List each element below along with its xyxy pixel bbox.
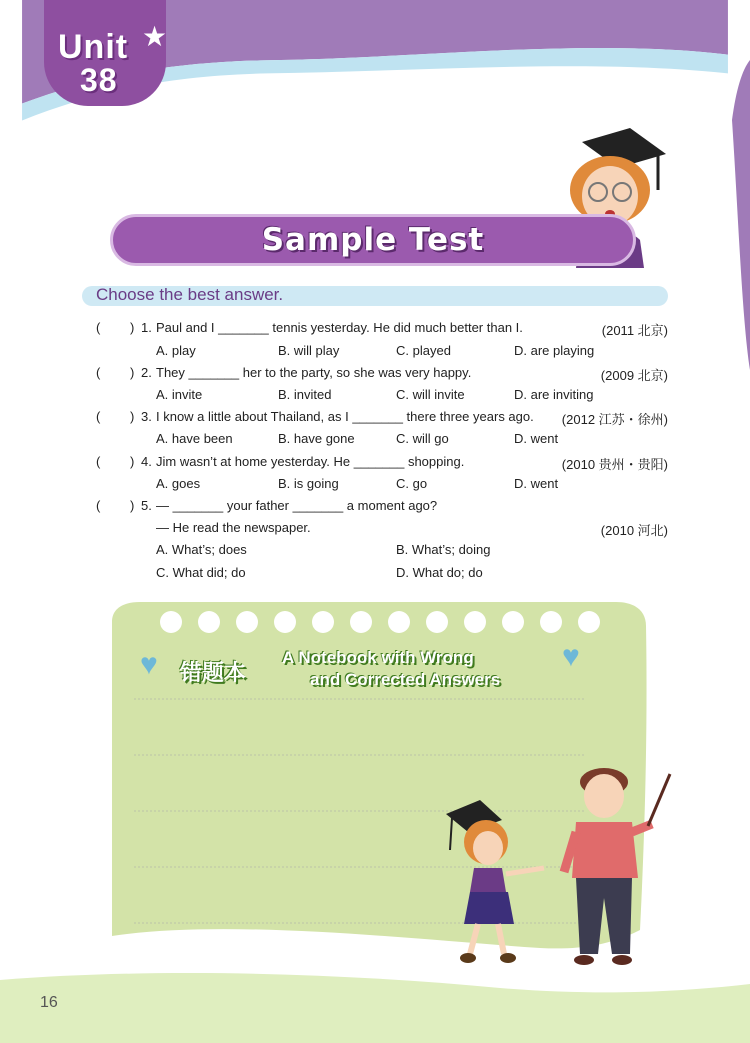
- notebook-ring: [464, 611, 486, 633]
- answer-paren-close: ): [130, 498, 135, 513]
- option-b: B. invited: [278, 387, 332, 402]
- notebook-ring: [426, 611, 448, 633]
- question-text: Paul and I _______ tennis yesterday. He did much better than I.: [156, 320, 523, 335]
- question-source: (2009 北京): [600, 368, 668, 383]
- notebook-ring: [312, 611, 334, 633]
- student-teacher-illustration: [440, 768, 680, 974]
- notebook-title-en-line1: A Notebook with Wrong: [282, 648, 474, 667]
- question-number: 2.: [141, 365, 152, 380]
- option-b: B. have gone: [278, 431, 355, 446]
- notebook-ring: [578, 611, 600, 633]
- answer-paren-open: (: [96, 498, 101, 513]
- question-number: 4.: [141, 454, 152, 469]
- option-d: D. went: [514, 431, 559, 446]
- question-text-line2: — He read the newspaper.: [156, 520, 311, 535]
- unit-number: 38: [80, 62, 118, 98]
- option-c: C. will go: [396, 431, 449, 446]
- question-text: They _______ her to the party, so she was very happy.: [156, 365, 472, 380]
- question-source: (2010 贵州・贵阳): [561, 457, 668, 472]
- notebook-ring: [502, 611, 524, 633]
- answer-paren-close: ): [130, 320, 135, 335]
- notebook-ring: [274, 611, 296, 633]
- answer-paren-open: (: [96, 365, 101, 380]
- option-c: C. What did; do: [156, 565, 246, 580]
- option-c: C. go: [396, 476, 428, 491]
- option-d: D. are inviting: [514, 387, 594, 402]
- option-a: A. play: [156, 343, 196, 358]
- option-c: C. will invite: [396, 387, 465, 402]
- notebook-ring: [350, 611, 372, 633]
- answer-paren-close: ): [130, 454, 135, 469]
- instruction-text: Choose the best answer.: [96, 285, 284, 304]
- question-text: I know a little about Thailand, as I _______ there three years ago.: [156, 409, 534, 424]
- answer-paren-open: (: [96, 320, 101, 335]
- question-number: 5.: [141, 498, 152, 513]
- option-a: A. invite: [156, 387, 203, 402]
- notebook-writing-line: [134, 698, 584, 700]
- option-a: A. goes: [156, 476, 201, 491]
- option-b: B. What’s; doing: [396, 542, 491, 557]
- question-source: (2010 河北): [600, 523, 668, 538]
- option-a: A. What’s; does: [156, 542, 247, 557]
- notebook-writing-line: [134, 754, 584, 756]
- question-number: 1.: [141, 320, 152, 335]
- answer-paren-close: ): [130, 365, 135, 380]
- page-number: 16: [40, 994, 58, 1011]
- question-text: Jim wasn’t at home yesterday. He _______ shopping.: [156, 454, 465, 469]
- heart-icon: ♥: [562, 640, 580, 673]
- question-number: 3.: [141, 409, 152, 424]
- option-c: C. played: [396, 343, 451, 358]
- notebook-title-cn: 错题本: [180, 660, 247, 685]
- right-edge-decoration: [732, 60, 750, 370]
- page-title: Sample Test: [261, 222, 485, 258]
- answer-paren-close: ): [130, 409, 135, 424]
- notebook-ring: [160, 611, 182, 633]
- option-b: B. is going: [278, 476, 339, 491]
- option-b: B. will play: [278, 343, 340, 358]
- question-source: (2012 江苏・徐州): [561, 412, 668, 427]
- notebook-title-en-line2: and Corrected Answers: [310, 670, 501, 689]
- notebook-ring: [236, 611, 258, 633]
- notebook-ring: [198, 611, 220, 633]
- option-d: D. What do; do: [396, 565, 483, 580]
- answer-paren-open: (: [96, 409, 101, 424]
- unit-label: Unit: [58, 28, 129, 66]
- question-source: (2011 北京): [601, 323, 668, 338]
- notebook-ring: [540, 611, 562, 633]
- answer-paren-open: (: [96, 454, 101, 469]
- option-d: D. are playing: [514, 343, 595, 358]
- star-icon: ★: [142, 21, 168, 52]
- heart-icon: ♥: [140, 648, 158, 681]
- question-text: — _______ your father _______ a moment ago?: [156, 498, 438, 513]
- notebook-ring: [388, 611, 410, 633]
- option-d: D. went: [514, 476, 559, 491]
- option-a: A. have been: [156, 431, 233, 446]
